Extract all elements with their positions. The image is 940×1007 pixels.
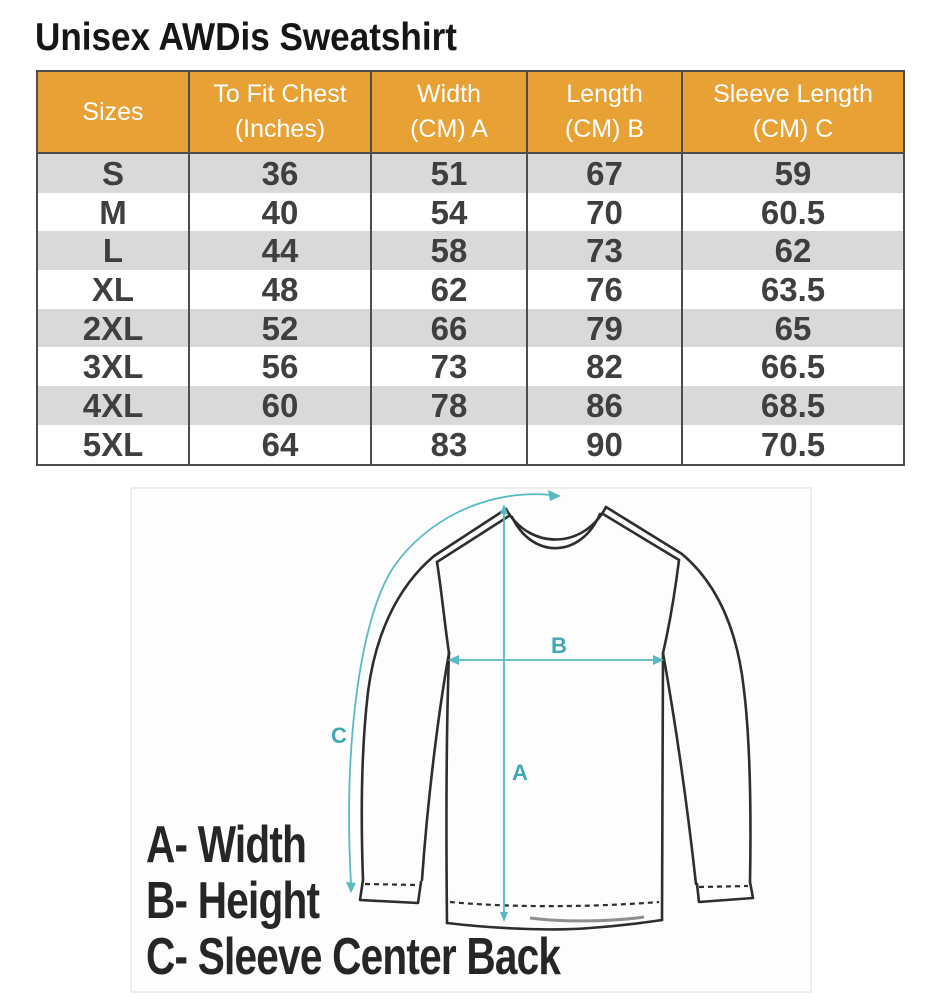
table-row: [37, 309, 904, 348]
marker-a-label: A: [512, 760, 528, 785]
header-sizes: [37, 71, 189, 153]
sweatshirt-outline: [360, 507, 753, 929]
header-row: [37, 71, 904, 153]
sleeve-cell: 63.5: [682, 270, 904, 309]
size-diagram-panel: [130, 487, 812, 993]
size-cell: 3XL: [37, 347, 189, 386]
header-text: Sizes: [82, 97, 144, 126]
chest-cell: 60: [189, 386, 371, 425]
width-cell: 83: [371, 425, 527, 465]
chest-cell: 36: [189, 153, 371, 193]
chest-cell: 40: [189, 193, 371, 232]
table-row: [37, 425, 904, 465]
size-cell: XL: [37, 270, 189, 309]
length-cell: 86: [527, 386, 682, 425]
marker-b-label: B: [551, 633, 567, 658]
header-text: Width: [417, 80, 481, 108]
legend-sleeve-center-back: C- Sleeve Center Back: [146, 928, 561, 986]
chest-cell: 44: [189, 231, 371, 270]
length-cell: 79: [527, 309, 682, 348]
measurement-lines: [349, 494, 656, 915]
table-row: [37, 386, 904, 425]
size-cell: 4XL: [37, 386, 189, 425]
page-title: Unisex AWDis Sweatshirt: [35, 16, 457, 59]
size-cell: S: [37, 153, 189, 193]
header-text: Sleeve Length: [713, 80, 873, 108]
header-text: (CM) C: [752, 115, 834, 143]
header-chest: [189, 71, 371, 153]
header-text: (CM) B: [564, 115, 645, 143]
legend-width: A- Width: [146, 816, 307, 874]
header-text: To Fit Chest: [213, 80, 347, 108]
header-sleeve: [682, 71, 904, 153]
table-row: [37, 231, 904, 270]
sleeve-cell: 60.5: [682, 193, 904, 232]
width-cell: 58: [371, 231, 527, 270]
table-row: [37, 270, 904, 309]
hem-band-line: [530, 917, 644, 921]
chest-cell: 56: [189, 347, 371, 386]
length-cell: 70: [527, 193, 682, 232]
length-cell: 76: [527, 270, 682, 309]
sleeve-cell: 62: [682, 231, 904, 270]
width-cell: 54: [371, 193, 527, 232]
table-row: [37, 347, 904, 386]
chest-cell: 48: [189, 270, 371, 309]
arrowheads: [346, 490, 664, 922]
header-text: Length: [566, 80, 643, 108]
table-row: [37, 153, 904, 193]
marker-c-label: C: [331, 723, 347, 748]
sleeve-cell: 68.5: [682, 386, 904, 425]
header-width: [371, 71, 527, 153]
size-chart-table: [36, 70, 905, 466]
table-row: [37, 193, 904, 232]
sleeve-cell: 59: [682, 153, 904, 193]
size-cell: M: [37, 193, 189, 232]
length-cell: 90: [527, 425, 682, 465]
legend-height: B- Height: [146, 872, 320, 930]
size-cell: 2XL: [37, 309, 189, 348]
sleeve-cell: 66.5: [682, 347, 904, 386]
chest-cell: 52: [189, 309, 371, 348]
header-text: (Inches): [234, 115, 326, 143]
sleeve-cell: 65: [682, 309, 904, 348]
width-cell: 73: [371, 347, 527, 386]
stitch-lines: [365, 884, 748, 906]
width-cell: 51: [371, 153, 527, 193]
header-text: (CM) A: [410, 115, 488, 143]
width-cell: 66: [371, 309, 527, 348]
chest-cell: 64: [189, 425, 371, 465]
width-cell: 62: [371, 270, 527, 309]
header-length: [527, 71, 682, 153]
width-cell: 78: [371, 386, 527, 425]
length-cell: 82: [527, 347, 682, 386]
size-cell: L: [37, 231, 189, 270]
size-cell: 5XL: [37, 425, 189, 465]
sleeve-cell: 70.5: [682, 425, 904, 465]
length-cell: 73: [527, 231, 682, 270]
length-cell: 67: [527, 153, 682, 193]
